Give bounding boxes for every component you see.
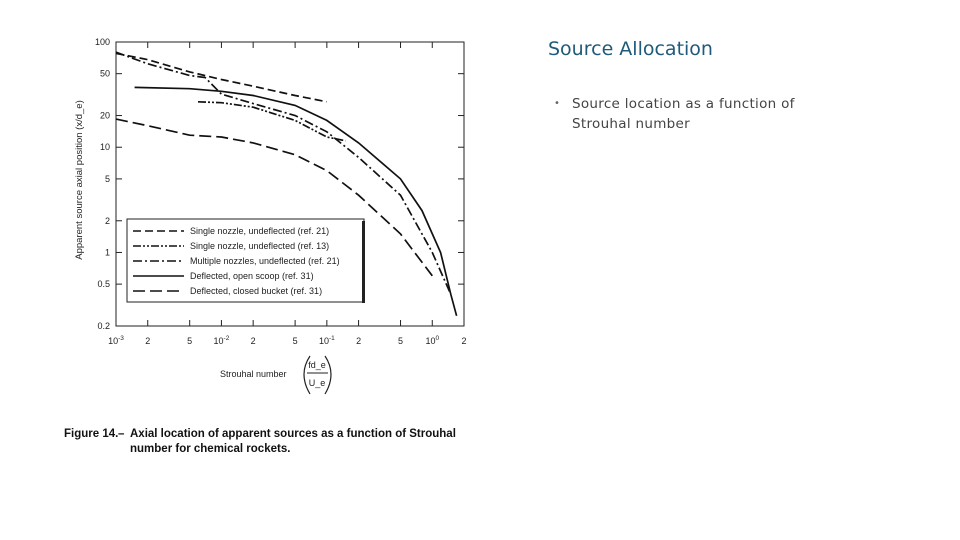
legend-label: Deflected, open scoop (ref. 31) [190,271,314,281]
x-tick-label: 5 [292,336,298,346]
bullet-marker: • [554,98,560,109]
caption-label: Figure 14. [64,428,119,440]
x-tick-label: $10^0$ [425,335,440,346]
y-axis-label: Apparent source axial position (x/d_e) [74,100,85,260]
legend-label: Multiple nozzles, undeflected (ref. 21) [190,256,340,266]
paren-right [325,356,331,394]
series-line-1 [116,53,327,101]
y-tick-label: 5 [104,173,110,184]
x-tick-label: 5 [398,336,404,346]
y-tick-label: 10 [99,142,110,153]
x-tick-label: $10^{-3}$ [108,335,124,346]
x-tick-label: 2 [461,336,467,346]
legend [127,219,365,303]
x-tick-label: 2 [145,336,151,346]
y-tick-label: 50 [99,68,110,79]
caption-line-1: Axial location of apparent sources as a function of Strouhal [130,428,456,440]
y-tick-label: 100 [94,37,110,47]
x-tick-label: 5 [187,336,193,346]
y-tick-label: 2 [104,215,110,226]
x-label-numerator: fd_e [308,360,326,370]
x-tick-label: $10^{-1}$ [318,335,335,346]
y-tick-label: 0.5 [97,279,110,290]
x-axis-label: Strouhal number [220,369,287,379]
x-tick-label: 2 [250,336,256,346]
y-tick-label: 0.2 [97,321,110,331]
y-tick-label: 1 [104,247,110,258]
legend-label: Single nozzle, undeflected (ref. 13) [190,241,330,251]
slide-title: Source Allocation [548,38,713,60]
x-label-denominator: U_e [308,378,326,388]
legend-shadow [362,221,365,303]
x-tick-label: $10^{-2}$ [213,335,230,346]
y-tick-label: 20 [99,110,110,121]
legend-label: Single nozzle, undeflected (ref. 21) [190,226,330,236]
legend-label: Deflected, closed bucket (ref. 31) [190,286,323,296]
caption-line-2: number for chemical rockets. [130,443,291,455]
bullet-text: Source location as a function of Strouhal number [572,96,795,132]
x-tick-label: 2 [356,336,362,346]
caption-dash: – [118,428,125,440]
series-line-2 [198,102,345,141]
